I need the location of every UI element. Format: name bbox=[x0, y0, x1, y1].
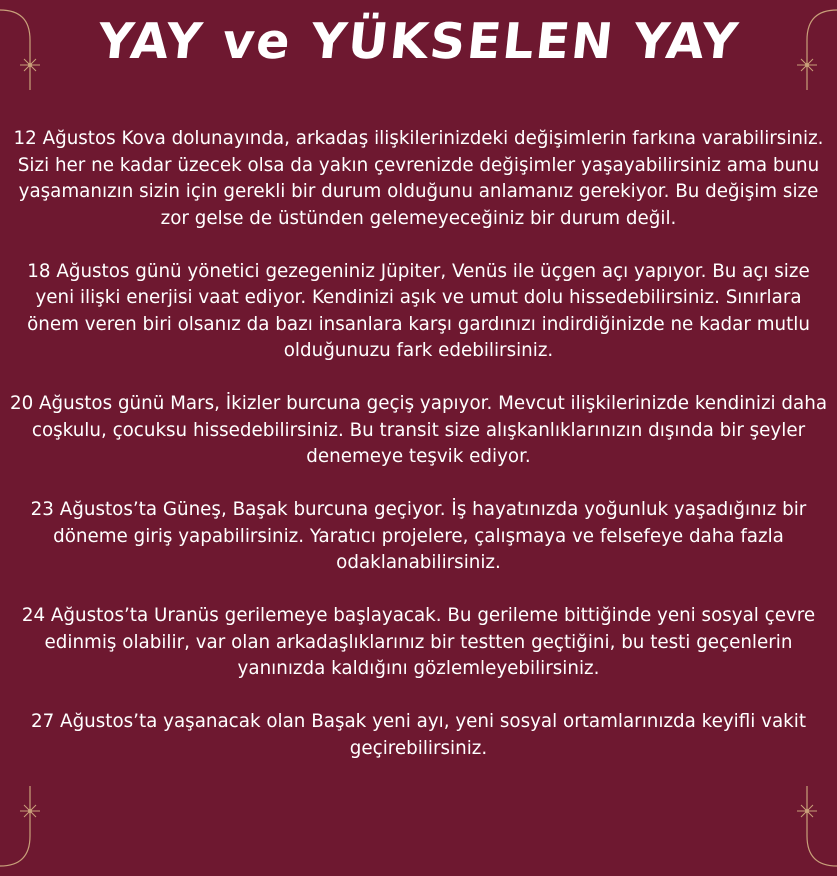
paragraph-aug-20: 20 Ağustos günü Mars, İkizler burcuna geçiş yapıyor. Mevcut ilişkilerinizde kendinizi daha coşkulu, çocuksu hissedebilirsiniz. Bu transit size alışkanlıklarınızın dışında bir şeyler denemeye teşvik ediyor. bbox=[9, 393, 828, 467]
paragraph-aug-12: 12 Ağustos Kova dolunayında, arkadaş ilişkilerinizdeki değişimlerin farkına varabilirsiniz. Sizi her ne kadar üzecek olsa da yakın çevrenizde değişimler yaşayabilirsiniz ama bunu yaşamanızın sizin için gerekli bir durum olduğunu anlamanız gerekiyor. Bu değişim size zor gelse de üstünden gelemeyeceğiniz bir durum değil. bbox=[13, 128, 824, 229]
paragraph-aug-24: 24 Ağustos’ta Uranüs gerilemeye başlayacak. Bu gerileme bittiğinde yeni sosyal çevre edinmiş olabilir, var olan arkadaşlıklarınız bir testten geçtiğini, bu testi geçenlerin yanınızda kaldığını gözlemleyebilirsiniz. bbox=[21, 605, 816, 679]
corner-ornament-bottom-right bbox=[777, 786, 837, 876]
paragraph-aug-27: 27 Ağustos’ta yaşanacak olan Başak yeni ayı, yeni sosyal ortamlarınızda keyifli vakit geçirebilirsiniz. bbox=[30, 711, 807, 759]
paragraph-aug-18: 18 Ağustos günü yönetici gezegeniniz Jüpiter, Venüs ile üçgen açı yapıyor. Bu açı size yeni ilişki enerjisi vaat ediyor. Kendinizi aşık ve umut dolu hissedebilirsiniz. Sınırlara önem veren biri olsanız da bazı insanlara karşı gardınızı indirdiğinizde ne kadar mutlu olduğunuzu fark edebilirsiniz. bbox=[27, 260, 810, 361]
paragraph-aug-23: 23 Ağustos’ta Güneş, Başak burcuna geçiyor. İş hayatınızda yoğunluk yaşadığınız bir döneme giriş yapabilirsiniz. Yaratıcı projelere, çalışmaya ve felsefeye daha fazla odaklanabilirsiniz. bbox=[30, 499, 807, 573]
horoscope-body bbox=[8, 126, 829, 789]
page-title: YAY ve YÜKSELEN YAY bbox=[95, 13, 743, 70]
corner-ornament-bottom-left bbox=[0, 786, 60, 876]
